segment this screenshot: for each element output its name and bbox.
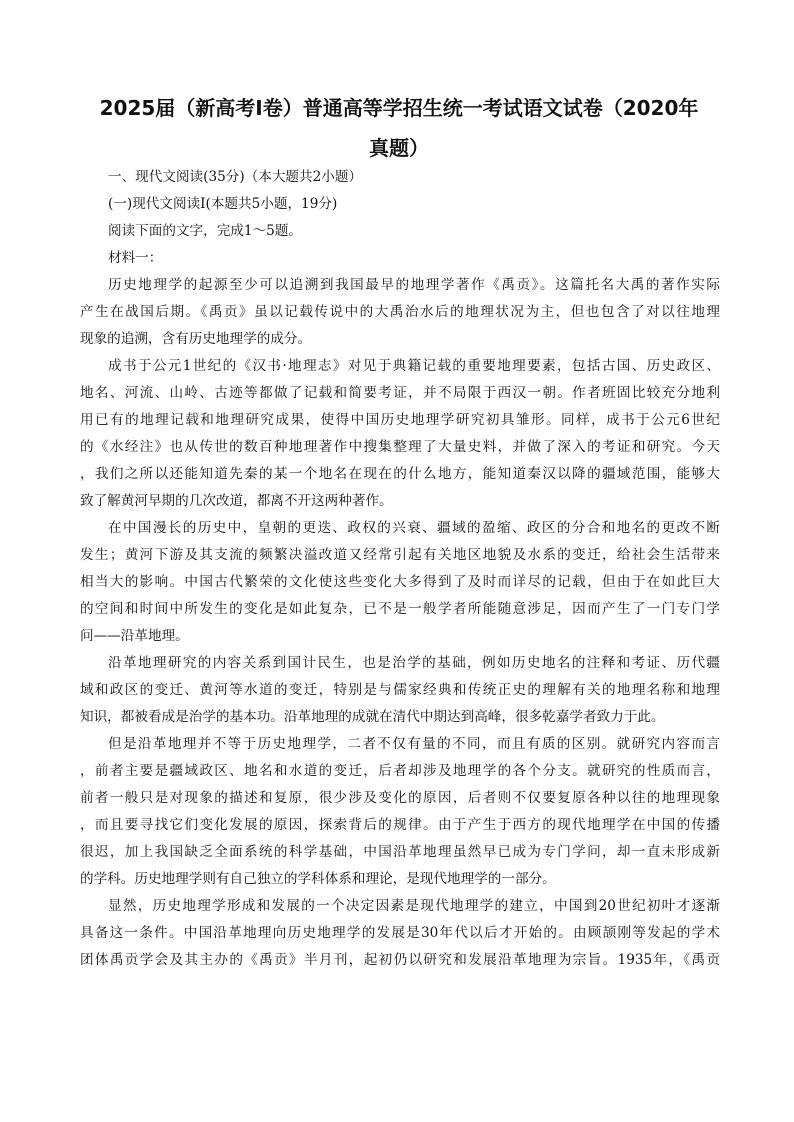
paragraph-line: 致了解黄河早期的几次改道，都离不开这两种著作。: [80, 493, 393, 509]
paragraph-line: 问——沿革地理。: [80, 628, 189, 644]
paragraph-3: [80, 515, 720, 650]
paragraph-line: 用已有的地理记载和地理研究成果，使得中国历史地理学研究初具雏形。同样，成书于公元6世纪: [80, 412, 720, 428]
paragraph-6: [80, 893, 720, 974]
paragraph-line: 很迟，加上我国缺乏全面系统的科学基础，中国沿革地理虽然早已成为专门学问，却一直未形成新: [80, 844, 720, 860]
material-label: 材料一：: [108, 250, 163, 266]
paragraph-line: 在中国漫长的历史中，皇朝的更迭、政权的兴衰、疆域的盈缩、政区的分合和地名的更改不断: [108, 520, 720, 536]
paragraph-line: 域和政区的变迁、黄河等水道的变迁，特别是与儒家经典和传统正史的理解有关的地理名称和地理: [80, 682, 720, 698]
subsection-heading: (一)现代文阅读Ⅰ(本题共5小题，19分): [108, 196, 338, 212]
paragraph-line: 前者一般只是对现象的描述和复原，很少涉及变化的原因，后者则不仅要复原各种以往的地理现象: [80, 790, 720, 806]
paragraph-line: 现象的追溯，含有历史地理学的成分。: [80, 331, 312, 347]
paragraph-line: 的学科。历史地理学则有自己独立的学科体系和理论，是现代地理学的一部分。: [80, 871, 556, 887]
paragraph-line: ，我们之所以还能知道先秦的某一个地名在现在的什么地方，能知道秦汉以降的疆域范围，能够大: [80, 466, 720, 482]
title-line-2: 真题）: [369, 136, 429, 160]
paragraph-line: 显然，历史地理学形成和发展的一个决定因素是现代地理学的建立，中国到20世纪初叶才逐渐: [108, 898, 720, 914]
paragraph-line: 历史地理学的起源至少可以追溯到我国最早的地理学著作《禹贡》。这篇托名大禹的著作实际: [108, 277, 720, 293]
paragraph-5: [80, 731, 720, 893]
title-line-1: 2025届（新高考Ⅰ卷）普通高等学招生统一考试语文试卷（2020年: [99, 96, 699, 120]
paragraph-line: 产生在战国后期。《禹贡》虽以记载传说中的大禹治水后的地理状况为主，但也包含了对以往地理: [80, 304, 720, 320]
section-heading: 一、现代文阅读(35分)（本大题共2小题）: [108, 169, 363, 185]
paragraph-2: [80, 353, 720, 515]
paragraph-4: [80, 650, 720, 731]
instruction-text: 阅读下面的文字，完成1～5题。: [108, 223, 303, 239]
document-body: [80, 164, 720, 974]
paragraph-line: 沿革地理研究的内容关系到国计民生，也是治学的基础，例如历史地名的注释和考证、历代疆: [108, 655, 720, 671]
paragraph-line: ，而且要寻找它们变化发展的原因，探索背后的规律。由于产生于西方的现代地理学在中国的传播: [80, 817, 720, 833]
paragraph-line: 发生；黄河下游及其支流的频繁决溢改道又经常引起有关地区地貌及水系的变迁，给社会生活带来: [80, 547, 720, 563]
paragraph-line: 知识，都被看成是治学的基本功。沿革地理的成就在清代中期达到高峰，很多乾嘉学者致力于此。: [80, 709, 665, 725]
paragraph-line: 成书于公元1世纪的《汉书·地理志》对见于典籍记载的重要地理要素，包括古国、历史政区、: [108, 358, 720, 374]
paragraph-line: 地名、河流、山岭、古迹等都做了记载和简要考证，并不局限于西汉一朝。作者班固比较充分地利: [80, 385, 720, 401]
page-title: [76, 88, 722, 168]
paragraph-line: 具备这一条件。中国沿革地理向历史地理学的发展是30年代以后才开始的。由顾颉刚等发起的学术: [80, 925, 720, 941]
paragraph-line: 的空间和时间中所发生的变化是如此复杂，已不是一般学者所能随意涉足，因而产生了一门专门学: [80, 601, 720, 617]
paragraph-line: 团体禹贡学会及其主办的《禹贡》半月刊，起初仍以研究和发展沿革地理为宗旨。1935年，《禹贡: [80, 952, 720, 968]
paragraph-line: ，前者主要是疆域政区、地名和水道的变迁，后者却涉及地理学的各个分支。就研究的性质而言，: [80, 763, 720, 779]
paragraph-line: 但是沿革地理并不等于历史地理学，二者不仅有量的不同，而且有质的区别。就研究内容而言: [108, 736, 720, 752]
paragraph-1: [80, 272, 720, 353]
paragraph-line: 的《水经注》也从传世的数百种地理著作中搜集整理了大量史料，并做了深入的考证和研究。今天: [80, 439, 720, 455]
paragraph-line: 相当大的影响。中国古代繁荣的文化使这些变化大多得到了及时而详尽的记载，但由于在如此巨大: [80, 574, 720, 590]
